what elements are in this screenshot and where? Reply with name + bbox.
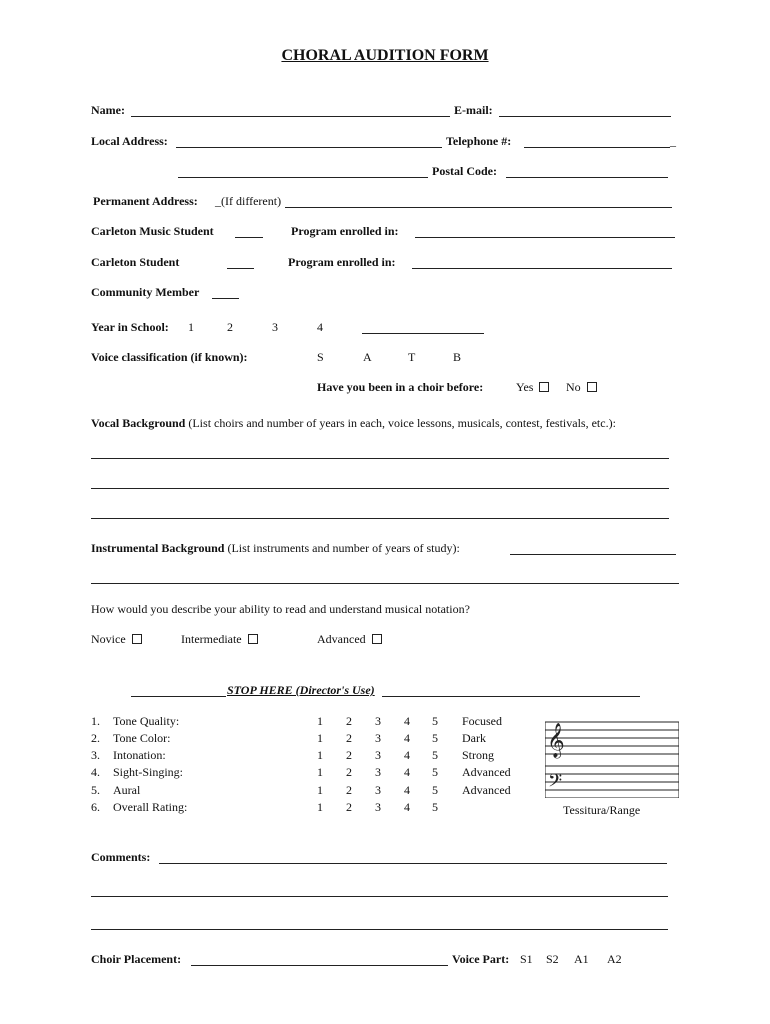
postal-code-field[interactable] (506, 177, 668, 178)
email-label: E-mail: (454, 103, 493, 117)
rating-1[interactable]: 1 (317, 783, 323, 797)
criterion-num: 5. (91, 783, 100, 797)
comments-field-1[interactable] (159, 863, 667, 864)
choir-placement-label: Choir Placement: (91, 952, 182, 966)
rating-1[interactable]: 1 (317, 800, 323, 814)
local-address-label: Local Address: (91, 134, 168, 148)
permanent-address-label: Permanent Address: (93, 194, 198, 208)
rating-1[interactable]: 1 (317, 765, 323, 779)
name-label: Name: (91, 103, 125, 117)
notation-advanced-label: Advanced (317, 632, 366, 646)
voice-option-t[interactable]: T (408, 350, 416, 364)
criterion-num: 3. (91, 748, 100, 762)
voice-part-s2[interactable]: S2 (546, 952, 559, 966)
instrumental-background-line-2[interactable] (91, 583, 679, 584)
program-enrolled-label-2: Program enrolled in: (288, 255, 396, 269)
notation-novice-checkbox[interactable] (132, 634, 142, 644)
choir-before-label: Have you been in a choir before: (317, 380, 484, 394)
year-in-school-label: Year in School: (91, 320, 169, 334)
rating-3[interactable]: 3 (375, 765, 381, 779)
carleton-music-student-label: Carleton Music Student (91, 224, 214, 238)
choir-no-checkbox[interactable] (587, 382, 597, 392)
vocal-background-line-3[interactable] (91, 518, 669, 519)
voice-option-b[interactable]: B (453, 350, 462, 364)
rating-1[interactable]: 1 (317, 748, 323, 762)
notation-intermediate-label: Intermediate (181, 632, 242, 646)
criterion-descriptor: Focused (462, 714, 502, 728)
tessitura-caption: Tessitura/Range (563, 803, 641, 817)
rating-4[interactable]: 4 (404, 714, 410, 728)
rating-5[interactable]: 5 (432, 731, 438, 745)
choir-no-option[interactable] (566, 380, 597, 394)
notation-advanced-checkbox[interactable] (372, 634, 382, 644)
criterion-label: Sight-Singing: (113, 765, 184, 779)
permanent-address-note: _(If different) (215, 194, 282, 208)
carleton-student-label: Carleton Student (91, 255, 180, 269)
rating-4[interactable]: 4 (404, 765, 410, 779)
director-heading-rule-left (131, 696, 226, 697)
notation-novice-option[interactable] (91, 632, 142, 646)
rating-5[interactable]: 5 (432, 800, 438, 814)
choir-yes-option[interactable] (516, 380, 549, 394)
grand-staff-icon (545, 720, 679, 798)
notation-intermediate-checkbox[interactable] (248, 634, 258, 644)
notation-intermediate-option[interactable] (181, 632, 258, 646)
year-other-field[interactable] (362, 333, 484, 334)
comments-field-2[interactable] (91, 896, 668, 897)
postal-code-label: Postal Code: (432, 164, 497, 178)
rating-5[interactable]: 5 (432, 714, 438, 728)
notation-advanced-option[interactable] (317, 632, 382, 646)
criterion-descriptor: Advanced (462, 783, 511, 797)
rating-5[interactable]: 5 (432, 748, 438, 762)
rating-3[interactable]: 3 (375, 731, 381, 745)
program-enrolled-field-1[interactable] (415, 237, 675, 238)
treble-clef-icon: 𝄞 (547, 723, 565, 758)
criterion-num: 6. (91, 800, 100, 814)
rating-4[interactable]: 4 (404, 731, 410, 745)
rating-2[interactable]: 2 (346, 731, 352, 745)
rating-3[interactable]: 3 (375, 783, 381, 797)
voice-part-a1[interactable]: A1 (574, 952, 589, 966)
year-option-2[interactable]: 2 (227, 320, 233, 334)
bass-clef-icon: 𝄢 (548, 771, 563, 796)
program-enrolled-label-1: Program enrolled in: (291, 224, 399, 238)
criterion-label: Tone Color: (113, 731, 171, 745)
instrumental-background-note: (List instruments and number of years of study): (227, 541, 460, 555)
rating-2[interactable]: 2 (346, 800, 352, 814)
choir-yes-label: Yes (516, 380, 534, 394)
telephone-field[interactable] (524, 147, 670, 148)
voice-part-label: Voice Part: (452, 952, 510, 966)
criterion-num: 1. (91, 714, 100, 728)
rating-3[interactable]: 3 (375, 748, 381, 762)
year-option-3[interactable]: 3 (272, 320, 278, 334)
rating-2[interactable]: 2 (346, 714, 352, 728)
year-option-1[interactable]: 1 (188, 320, 194, 334)
vocal-background-line-2[interactable] (91, 488, 669, 489)
voice-part-a2[interactable]: A2 (607, 952, 622, 966)
rating-4[interactable]: 4 (404, 800, 410, 814)
community-member-label: Community Member (91, 285, 200, 299)
rating-4[interactable]: 4 (404, 783, 410, 797)
email-field[interactable] (499, 116, 671, 117)
director-heading-rule-right (382, 696, 640, 697)
choir-placement-field[interactable] (191, 965, 448, 966)
year-option-4[interactable]: 4 (317, 320, 323, 334)
program-enrolled-field-2[interactable] (412, 268, 672, 269)
telephone-label: Telephone #: (446, 134, 512, 148)
rating-1[interactable]: 1 (317, 714, 323, 728)
rating-2[interactable]: 2 (346, 783, 352, 797)
criterion-num: 4. (91, 765, 100, 779)
rating-2[interactable]: 2 (346, 748, 352, 762)
instrumental-background-field[interactable] (510, 554, 676, 555)
rating-5[interactable]: 5 (432, 783, 438, 797)
form-title: CHORAL AUDITION FORM (281, 47, 489, 64)
carleton-student-field[interactable] (227, 268, 254, 269)
voice-part-s1[interactable]: S1 (520, 952, 533, 966)
permanent-address-field[interactable] (285, 207, 672, 208)
rating-5[interactable]: 5 (432, 765, 438, 779)
rating-4[interactable]: 4 (404, 748, 410, 762)
comments-label: Comments: (91, 850, 151, 864)
telephone-trail: _ (670, 134, 676, 148)
criterion-descriptor: Dark (462, 731, 486, 745)
criterion-descriptor: Strong (462, 748, 495, 762)
voice-classification-label: Voice classification (if known): (91, 350, 248, 364)
voice-option-a[interactable]: A (363, 350, 372, 364)
rating-3[interactable]: 3 (375, 714, 381, 728)
vocal-background-line-1[interactable] (91, 458, 669, 459)
criterion-label: Tone Quality: (113, 714, 180, 728)
community-member-field[interactable] (212, 298, 239, 299)
director-heading: STOP HERE (Director's Use) (227, 683, 375, 697)
criterion-label: Intonation: (113, 748, 166, 762)
rating-3[interactable]: 3 (375, 800, 381, 814)
rating-2[interactable]: 2 (346, 765, 352, 779)
criterion-label: Aural (113, 783, 141, 797)
notation-novice-label: Novice (91, 632, 126, 646)
carleton-music-student-field[interactable] (235, 237, 263, 238)
criterion-num: 2. (91, 731, 100, 745)
criterion-label: Overall Rating: (113, 800, 188, 814)
local-address-field[interactable] (176, 147, 442, 148)
choir-yes-checkbox[interactable] (539, 382, 549, 392)
comments-field-3[interactable] (91, 929, 668, 930)
local-address-line2-field[interactable] (178, 177, 428, 178)
instrumental-background-label: Instrumental Background (91, 541, 225, 555)
voice-option-s[interactable]: S (317, 350, 324, 364)
name-field[interactable] (131, 116, 450, 117)
vocal-background-label: Vocal Background (91, 416, 186, 430)
vocal-background-note: (List choirs and number of years in each, voice lessons, musicals, contest, festivals, etc.): (188, 416, 616, 430)
notation-question: How would you describe your ability to read and understand musical notation? (91, 602, 470, 616)
criterion-descriptor: Advanced (462, 765, 511, 779)
rating-1[interactable]: 1 (317, 731, 323, 745)
choir-no-label: No (566, 380, 581, 394)
